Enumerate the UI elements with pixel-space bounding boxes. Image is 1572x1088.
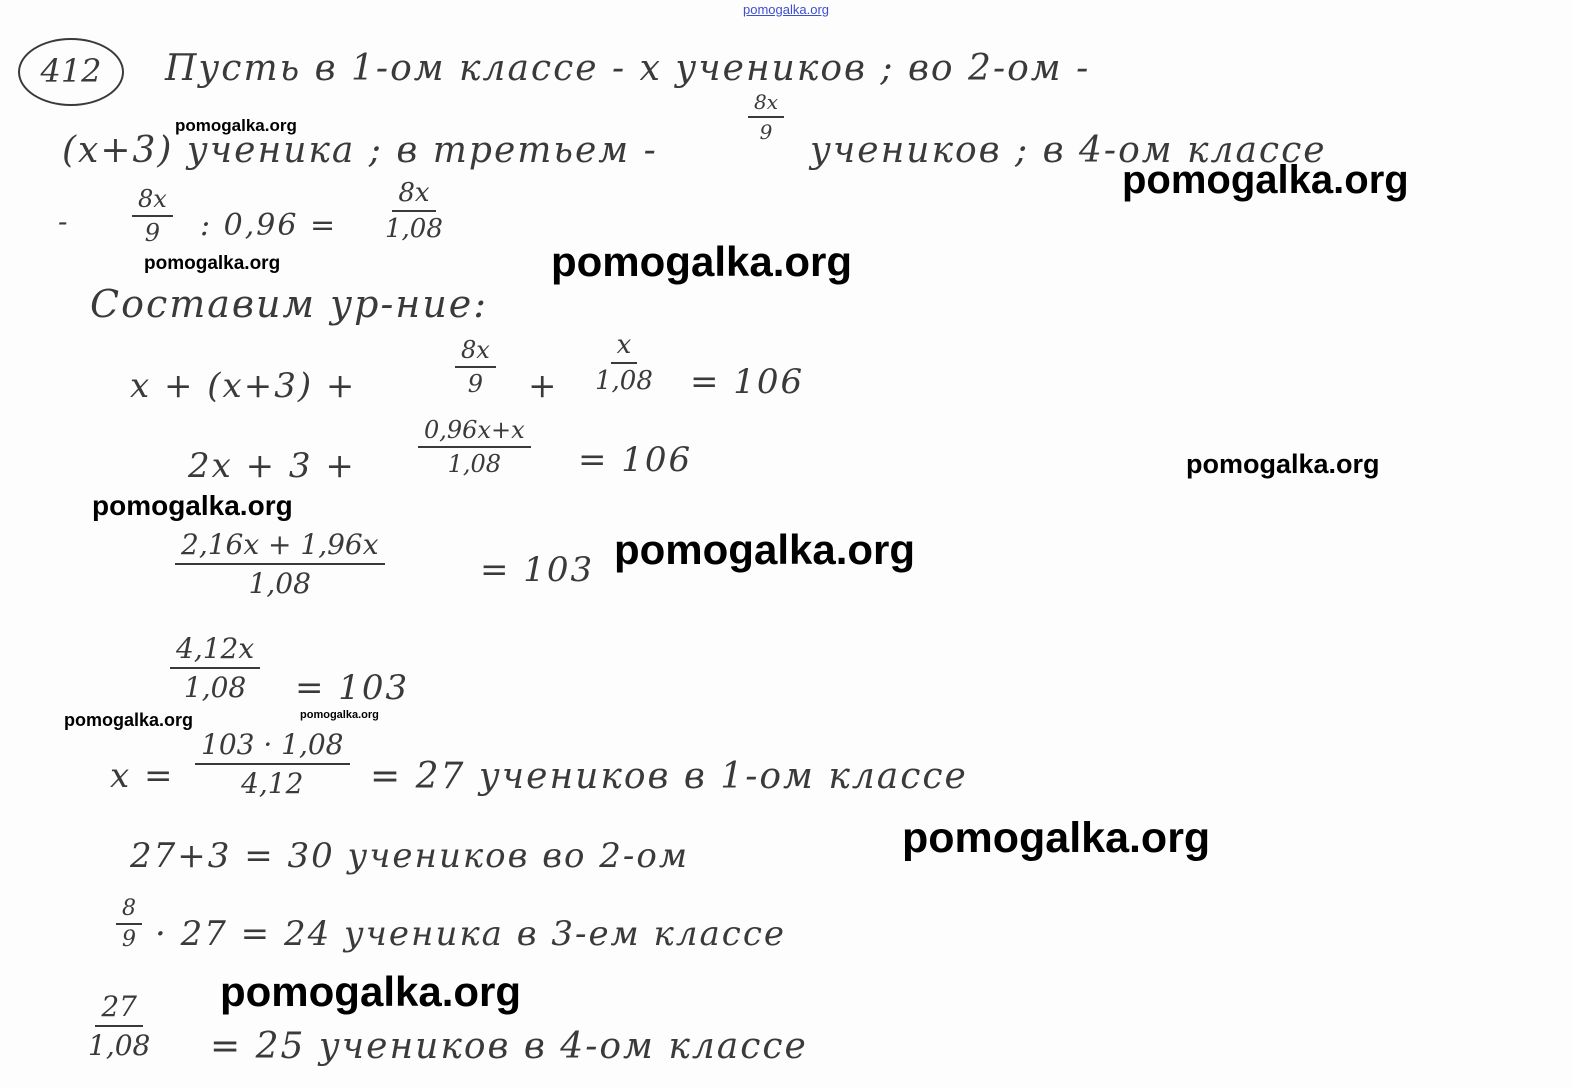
watermark-5: pomogalka.org: [1186, 449, 1380, 479]
line-5-part-1: х + (х+3) +: [130, 366, 357, 406]
fraction-216x: [175, 528, 385, 600]
fraction-denominator: 1,08: [183, 671, 247, 704]
fraction-denominator: 9: [122, 927, 136, 952]
fraction-denominator: 1,08: [88, 1029, 151, 1062]
fraction-denominator: 9: [467, 370, 484, 398]
fraction-numerator: 8: [116, 896, 142, 925]
fraction-numerator: 8х: [455, 336, 496, 368]
line-9-part-2: = 27 учеников в 1-ом классе: [370, 756, 968, 797]
line-4-equation-header: Составим ур-ние:: [90, 282, 489, 326]
fraction-numerator: 2,16х + 1,96х: [175, 528, 385, 565]
line-12-part: = 25 учеников в 4-ом классе: [210, 1026, 808, 1067]
fraction-denominator: 9: [759, 120, 773, 144]
watermark-11: pomogalka.org: [220, 968, 522, 1015]
fraction-numerator: 0,96х+х: [418, 416, 531, 448]
line-7-part: = 103: [480, 550, 595, 590]
line-5-part-3: = 106: [690, 362, 805, 402]
fraction-x-108: [595, 330, 653, 396]
line-2-part-2: учеников ; в 4-ом классе: [810, 130, 1327, 171]
fraction-8x-9-a: [748, 90, 784, 144]
problem-number-circle: [18, 38, 124, 106]
watermark-1: pomogalka.org: [175, 116, 297, 135]
fraction-numerator: 8х: [132, 185, 173, 217]
line-11-part: · 27 = 24 ученика в 3-ем классе: [155, 914, 786, 954]
fraction-denominator: 1,08: [248, 567, 311, 600]
watermark-6: pomogalka.org: [92, 490, 293, 521]
watermark-2: pomogalka.org: [1122, 158, 1409, 202]
fraction-27-108: [88, 990, 150, 1062]
line-2-part-1: (х+3) ученика ; в третьем -: [62, 130, 658, 171]
fraction-numerator: 27: [95, 990, 143, 1027]
line-1: Пусть в 1-ом классе - х учеников ; во 2-ом -: [165, 48, 1091, 89]
fraction-denominator: 1,08: [595, 366, 653, 396]
fraction-numerator: 4,12х: [170, 632, 260, 669]
problem-number: 412: [40, 52, 102, 90]
fraction-denominator: 1,08: [447, 450, 502, 478]
watermark-8: pomogalka.org: [64, 710, 194, 730]
fraction-096x: [418, 416, 531, 478]
watermark-4: pomogalka.org: [551, 238, 853, 285]
fraction-denominator: 1,08: [385, 214, 443, 244]
fraction-8x-9-c: [455, 336, 496, 398]
line-6-part-2: = 106: [578, 440, 693, 480]
watermark-9: pomogalka.org: [300, 709, 379, 721]
fraction-103-108: [195, 728, 350, 800]
fraction-numerator: 8х: [392, 178, 435, 212]
fraction-denominator: 9: [144, 219, 161, 247]
line-3-part: : 0,96 =: [200, 208, 338, 243]
line-3-dash: -: [58, 205, 70, 238]
fraction-8x-108-a: [385, 178, 443, 244]
line-9-part-1: х =: [110, 756, 175, 796]
fraction-8x-9-b: [132, 185, 173, 247]
watermark-7: pomogalka.org: [614, 526, 916, 573]
line-8-part: = 103: [295, 668, 410, 708]
fraction-412x: [170, 632, 260, 704]
fraction-numerator: х: [611, 330, 638, 364]
fraction-denominator: 4,12: [241, 767, 304, 800]
fraction-numerator: 8х: [748, 90, 784, 118]
line-5-part-2: +: [528, 366, 559, 406]
fraction-8-9: [116, 896, 142, 952]
watermark-10: pomogalka.org: [902, 814, 1211, 862]
line-6-part-1: 2х + 3 +: [188, 446, 356, 486]
fraction-numerator: 103 · 1,08: [195, 728, 350, 765]
site-link[interactable]: pomogalka.org: [743, 2, 829, 17]
line-10: 27+3 = 30 учеников во 2-ом: [130, 836, 690, 876]
watermark-3: pomogalka.org: [144, 253, 281, 274]
